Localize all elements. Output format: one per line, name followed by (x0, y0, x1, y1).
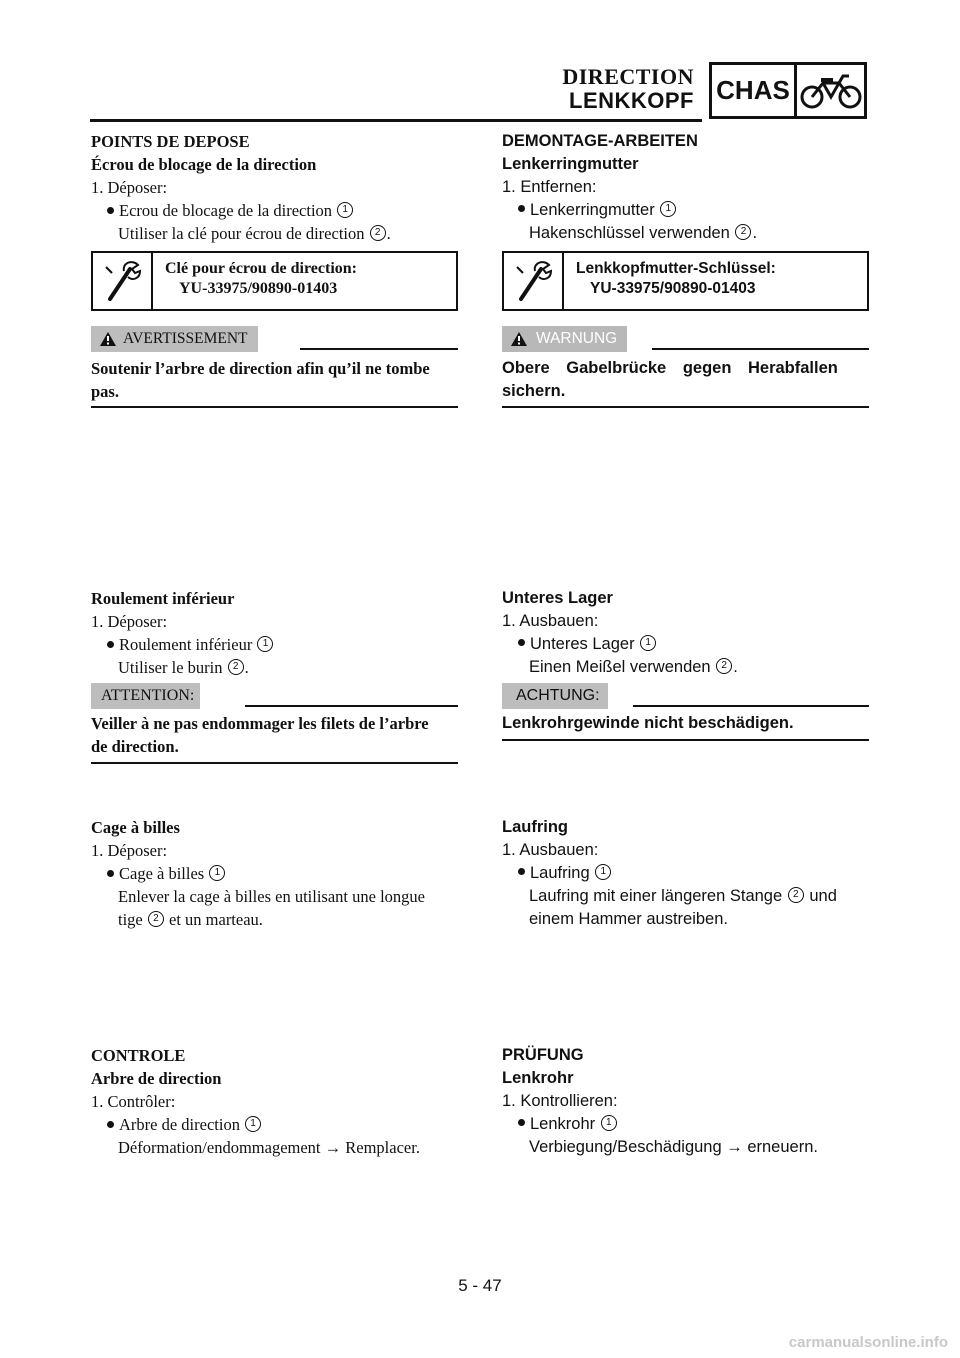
de-tool-box (502, 251, 869, 311)
bullet-icon (518, 639, 525, 646)
header-rule (90, 119, 702, 122)
fr-tool-box (91, 251, 458, 311)
section-badge (709, 62, 867, 119)
de-warning-label: WARNUNG (502, 326, 627, 352)
fr-warning-text: Soutenir l’arbre de direction afin qu’il ne tombe pas. (91, 359, 430, 401)
de-removal-heading: DEMONTAGE-ARBEITEN (502, 132, 698, 150)
page-number: 5 - 47 (458, 1276, 502, 1295)
de-inspection-heading: PRÜFUNG (502, 1046, 584, 1064)
ref-1: 1 (660, 201, 676, 217)
wrench-icon (93, 253, 153, 309)
de-race-use-2: einem Hammer austreiben. (529, 910, 728, 928)
de-stem-heading: Lenkrohr (502, 1069, 574, 1087)
de-bearing-step: 1. Ausbauen: (502, 612, 599, 630)
ref-1: 1 (257, 636, 273, 652)
bullet-icon (107, 207, 114, 214)
de-attention-bottom-rule (502, 739, 869, 741)
motorcycle-icon (797, 65, 864, 116)
fr-inspection-section (91, 1044, 458, 1159)
fr-attention-bottom-rule (91, 762, 458, 764)
fr-nut-step: 1. Déposer: (91, 178, 168, 197)
bullet-icon (107, 870, 114, 877)
header-title-fr: DIRECTION (562, 64, 694, 89)
fr-attention-label: ATTENTION: (91, 683, 200, 709)
de-warning-bottom-rule (502, 406, 869, 408)
de-stem-check: Verbiegung/Beschädigung → erneuern. (529, 1138, 818, 1156)
de-stem-step: 1. Kontrollieren: (502, 1092, 618, 1110)
fr-attention-rule (245, 705, 458, 707)
ref-1: 1 (640, 635, 656, 651)
fr-race-use-2: tige 2 et un marteau. (118, 910, 263, 929)
fr-stem-check: Déformation/endommagement → Remplacer. (118, 1138, 420, 1157)
fr-stem-step: 1. Contrôler: (91, 1092, 176, 1111)
fr-removal-heading: POINTS DE DEPOSE (91, 132, 250, 151)
fr-warning-rule (300, 348, 458, 350)
ref-2: 2 (735, 224, 751, 240)
de-stem-item: Lenkrohr 1 (502, 1113, 869, 1136)
fr-warning-label: AVERTISSEMENT (91, 326, 258, 352)
de-warning-head (502, 326, 869, 354)
fr-race-section (91, 816, 458, 931)
fr-attention-head (91, 683, 458, 711)
de-nut-section (502, 130, 869, 245)
ref-2: 2 (788, 887, 804, 903)
de-nut-item: Lenkerringmutter 1 (502, 199, 869, 222)
ref-2: 2 (716, 658, 732, 674)
fr-stem-item: Arbre de direction 1 (91, 1113, 458, 1136)
fr-tool-name: Clé pour écrou de direction: (165, 260, 357, 277)
de-race-section (502, 816, 869, 931)
fr-race-step: 1. Déposer: (91, 841, 168, 860)
fr-bearing-section (91, 587, 458, 679)
ref-2: 2 (228, 659, 244, 675)
de-nut-step: 1. Entfernen: (502, 178, 597, 196)
ref-1: 1 (209, 865, 225, 881)
fr-nut-use: Utiliser la clé pour écrou de direction 2 . (118, 224, 391, 243)
de-bearing-use: Einen Meißel verwenden 2 . (529, 658, 738, 676)
fr-inspection-heading: CONTROLE (91, 1046, 186, 1065)
bullet-icon (107, 641, 114, 648)
de-nut-heading: Lenkerringmutter (502, 155, 639, 173)
de-attention-label: ACHTUNG: (502, 683, 608, 709)
de-bearing-item: Unteres Lager 1 (502, 633, 869, 656)
fr-bearing-item: Roulement inférieur 1 (91, 633, 458, 656)
fr-warning-bottom-rule (91, 406, 458, 408)
bullet-icon (518, 868, 525, 875)
warning-triangle-icon (99, 331, 117, 347)
fr-warning-head (91, 326, 458, 354)
ref-1: 1 (245, 1116, 261, 1132)
fr-stem-heading: Arbre de direction (91, 1069, 222, 1088)
de-attention-head (502, 683, 869, 711)
de-race-item: Laufring 1 (502, 862, 869, 885)
de-race-use: Laufring mit einer längeren Stange 2 und (529, 887, 837, 905)
de-warning-text: Obere Gabelbrücke gegen Herabfallen sichern. (502, 359, 838, 400)
ref-1: 1 (601, 1115, 617, 1131)
fr-nut-heading: Écrou de blocage de la direction (91, 155, 317, 174)
fr-tool-number: YU-33975/90890-01403 (179, 280, 338, 297)
de-nut-use: Hakenschlüssel verwenden 2 . (529, 224, 758, 242)
fr-bearing-heading: Roulement inférieur (91, 589, 235, 608)
header-title-de: LENKKOPF (569, 88, 694, 113)
watermark: carmanualsonline.info (788, 1334, 948, 1351)
de-warning-rule (652, 348, 869, 350)
fr-race-use: Enlever la cage à billes en utilisant une longue (118, 887, 425, 906)
de-inspection-section (502, 1044, 869, 1159)
de-race-heading: Laufring (502, 818, 568, 836)
ref-1: 1 (337, 202, 353, 218)
de-attention-rule (633, 705, 869, 707)
de-tool-number: YU-33975/90890-01403 (590, 280, 756, 297)
warning-triangle-icon (510, 331, 528, 347)
fr-race-heading: Cage à billes (91, 818, 180, 837)
fr-race-item: Cage à billes 1 (91, 862, 458, 885)
de-bearing-heading: Unteres Lager (502, 589, 613, 607)
ref-1: 1 (595, 864, 611, 880)
fr-attention-text: Veiller à ne pas endommager les filets de l’arbre de direction. (91, 714, 429, 756)
de-bearing-section (502, 587, 869, 679)
fr-nut-item: Ecrou de blocage de la direction 1 (91, 199, 458, 222)
ref-2: 2 (370, 225, 386, 241)
bullet-icon (518, 1119, 525, 1126)
section-code: CHAS (712, 65, 797, 116)
ref-2: 2 (148, 911, 164, 927)
de-tool-name: Lenkkopfmutter-Schlüssel: (576, 260, 776, 277)
fr-bearing-use: Utiliser le burin 2 . (118, 658, 249, 677)
fr-bearing-step: 1. Déposer: (91, 612, 168, 631)
de-attention-text: Lenkrohrgewinde nicht beschädigen. (502, 714, 794, 732)
bullet-icon (107, 1121, 114, 1128)
de-race-step: 1. Ausbauen: (502, 841, 599, 859)
wrench-icon (504, 253, 564, 309)
fr-nut-section (91, 130, 458, 245)
bullet-icon (518, 205, 525, 212)
